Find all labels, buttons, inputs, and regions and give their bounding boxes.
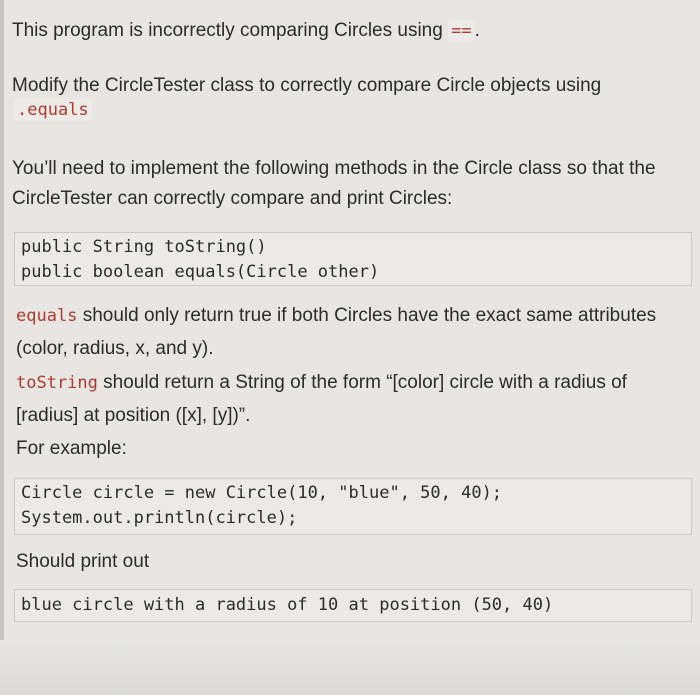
tostring-code: toString [16, 373, 98, 393]
intro-period: . [474, 20, 480, 41]
code-line: blue circle with a radius of 10 at position (50, 40) [21, 595, 554, 615]
tostring-desc-line-1 [16, 371, 627, 395]
equals-desc-line-2: (color, radius, x, and y). [16, 338, 214, 359]
intro-paragraph [12, 19, 480, 43]
tostring-desc-text: should return a String of the form “[color] circle with a radius of [97, 372, 627, 393]
modify-line-1: Modify the CircleTester class to correctly compare Circle objects using [12, 75, 602, 96]
should-print-label: Should print out [16, 551, 150, 572]
need-line-1: You’ll need to implement the following methods in the Circle class so that the [12, 158, 656, 179]
code-line: public String toString() [21, 237, 267, 257]
equals-desc-line-1 [16, 304, 656, 328]
intro-text: This program is incorrectly comparing Circles using [12, 20, 443, 41]
bottom-shadow [0, 640, 700, 695]
for-example-label: For example: [16, 438, 127, 459]
need-line-2: CircleTester can correctly compare and print Circles: [12, 188, 453, 209]
equals-inline-code: .equals [14, 99, 92, 121]
code-line: Circle circle = new Circle(10, "blue", 50, 40); [21, 483, 503, 503]
equals-code: equals [16, 306, 78, 326]
methods-code-block [14, 232, 692, 286]
intro-operator-code: == [448, 20, 474, 42]
left-border [0, 0, 4, 695]
equals-desc-text: should only return true if both Circles have the exact same attributes [77, 305, 657, 326]
code-line: public boolean equals(Circle other) [21, 262, 380, 282]
output-code-block [14, 589, 692, 622]
code-line: System.out.println(circle); [21, 508, 298, 528]
example-code-block [14, 478, 692, 535]
modify-line-2 [14, 98, 92, 122]
tostring-desc-line-2: [radius] at position ([x], [y])”. [16, 405, 251, 426]
